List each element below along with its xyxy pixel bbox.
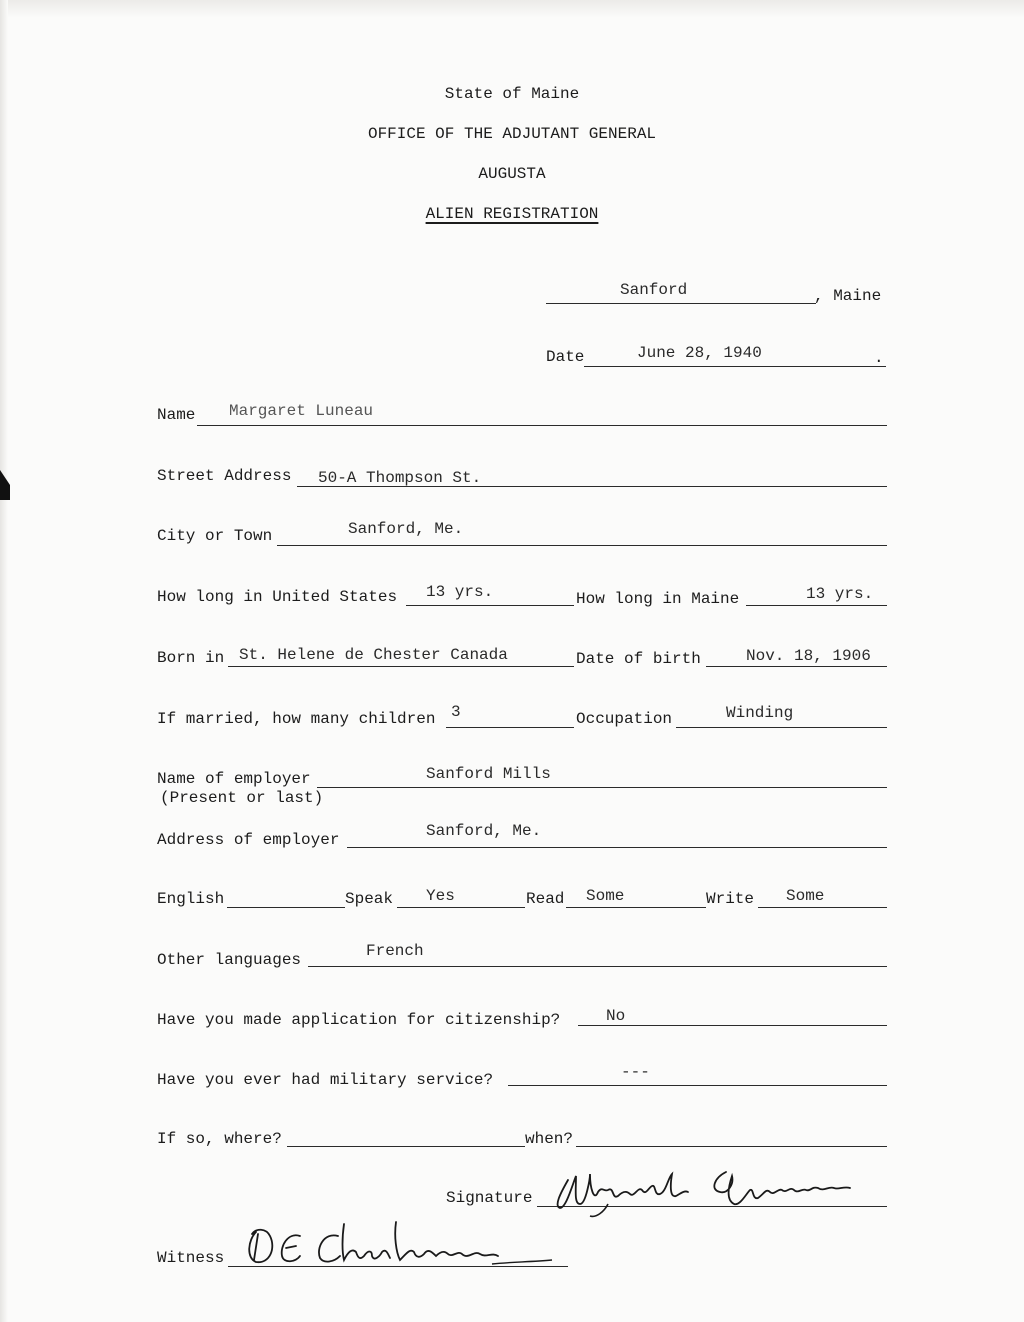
where-label: If so, where? bbox=[157, 1130, 282, 1148]
place-line bbox=[546, 303, 816, 304]
write-line bbox=[758, 907, 887, 908]
city-line bbox=[277, 545, 887, 546]
where-line bbox=[287, 1146, 525, 1147]
employer-value: Sanford Mills bbox=[426, 765, 551, 783]
born-in-label: Born in bbox=[157, 649, 225, 667]
how-long-us-label: How long in United States bbox=[157, 588, 398, 606]
speak-line bbox=[397, 907, 525, 908]
city-label: City or Town bbox=[157, 527, 273, 545]
employer-line bbox=[317, 787, 887, 788]
signature-label: Signature bbox=[446, 1189, 533, 1207]
street-address-value: 50-A Thompson St. bbox=[318, 469, 482, 487]
form-title-text: ALIEN REGISTRATION bbox=[425, 205, 599, 223]
date-value: June 28, 1940 bbox=[637, 344, 762, 362]
street-address-label: Street Address bbox=[157, 467, 292, 485]
name-label: Name bbox=[157, 406, 196, 424]
employer-address-label: Address of employer bbox=[157, 831, 340, 849]
witness-label: Witness bbox=[157, 1249, 225, 1267]
form-title bbox=[0, 206, 1024, 222]
speak-label: Speak bbox=[345, 890, 394, 908]
date-label: Date bbox=[546, 348, 585, 366]
military-line bbox=[508, 1085, 887, 1086]
scan-edge-left bbox=[0, 0, 8, 1322]
signature-handwriting bbox=[538, 1160, 868, 1220]
other-languages-line bbox=[308, 966, 887, 967]
born-in-line bbox=[228, 666, 574, 667]
how-long-maine-label: How long in Maine bbox=[576, 590, 740, 608]
children-value: 3 bbox=[451, 703, 461, 721]
write-label: Write bbox=[706, 890, 755, 908]
place-value: Sanford bbox=[620, 281, 688, 299]
military-label: Have you ever had military service? bbox=[157, 1071, 494, 1089]
how-long-us-value: 13 yrs. bbox=[426, 583, 494, 601]
children-label: If married, how many children bbox=[157, 710, 436, 728]
military-value: --- bbox=[621, 1063, 650, 1081]
date-of-birth-line bbox=[706, 666, 887, 667]
read-value: Some bbox=[586, 887, 625, 905]
date-line bbox=[584, 366, 886, 367]
employer-address-value: Sanford, Me. bbox=[426, 822, 542, 840]
name-value: Margaret Luneau bbox=[229, 402, 374, 420]
read-line bbox=[566, 907, 706, 908]
english-line bbox=[227, 907, 345, 908]
other-languages-value: French bbox=[366, 942, 424, 960]
occupation-label: Occupation bbox=[576, 710, 673, 728]
read-label: Read bbox=[526, 890, 565, 908]
when-line bbox=[576, 1146, 887, 1147]
city-value: Sanford, Me. bbox=[348, 520, 464, 538]
occupation-value: Winding bbox=[726, 704, 794, 722]
occupation-line bbox=[676, 727, 887, 728]
witness-handwriting bbox=[230, 1218, 560, 1274]
employer-label: Name of employer bbox=[157, 770, 311, 788]
speak-value: Yes bbox=[426, 887, 455, 905]
name-line bbox=[197, 425, 887, 426]
how-long-us-line bbox=[406, 605, 574, 606]
english-label: English bbox=[157, 890, 225, 908]
write-value: Some bbox=[786, 887, 825, 905]
header-city: AUGUSTA bbox=[478, 165, 546, 183]
scan-edge-top bbox=[0, 0, 1024, 18]
children-line bbox=[446, 727, 574, 728]
street-address-line bbox=[297, 486, 887, 487]
date-of-birth-label: Date of birth bbox=[576, 650, 701, 668]
place-suffix: , Maine bbox=[814, 287, 882, 305]
citizenship-label: Have you made application for citizenship? bbox=[157, 1011, 561, 1029]
born-in-value: St. Helene de Chester Canada bbox=[239, 646, 508, 664]
header-office: OFFICE OF THE ADJUTANT GENERAL bbox=[367, 125, 657, 143]
citizenship-value: No bbox=[606, 1007, 626, 1025]
how-long-maine-value: 13 yrs. bbox=[806, 585, 874, 603]
employer-address-line bbox=[347, 847, 887, 848]
date-end: . bbox=[874, 349, 884, 367]
date-of-birth-value: Nov. 18, 1906 bbox=[746, 647, 871, 665]
how-long-maine-line bbox=[746, 605, 887, 606]
header-state: State of Maine bbox=[444, 85, 580, 103]
other-languages-label: Other languages bbox=[157, 951, 302, 969]
employer-sublabel: (Present or last) bbox=[160, 789, 324, 807]
citizenship-line bbox=[578, 1025, 887, 1026]
when-label: when? bbox=[525, 1130, 574, 1148]
